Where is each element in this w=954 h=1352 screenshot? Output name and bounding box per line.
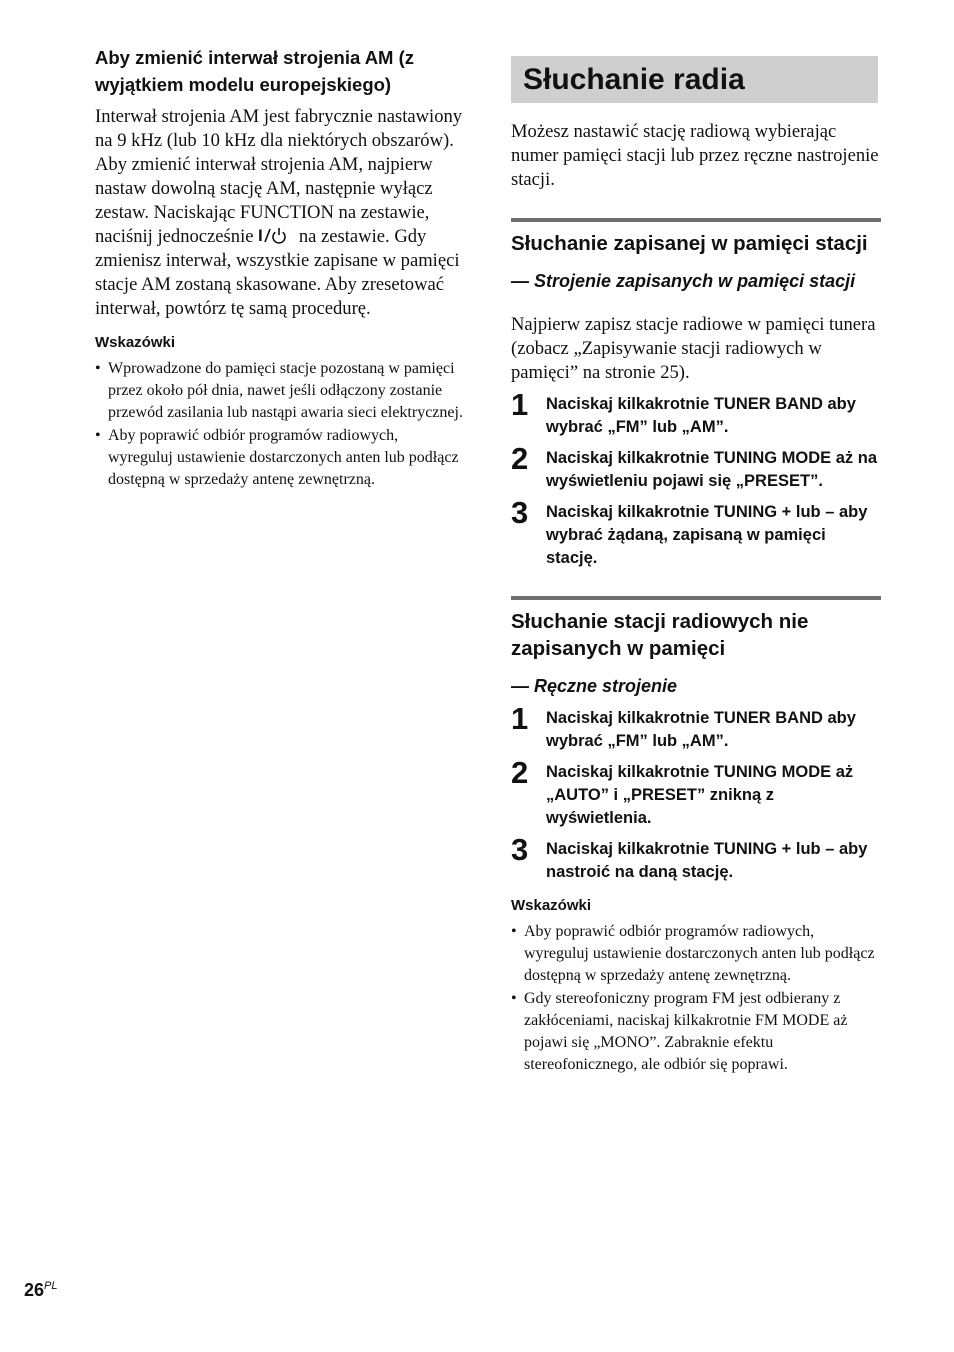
step-number: 2 [511, 441, 529, 476]
page-number-value: 26 [24, 1280, 45, 1300]
section-manual-tuning [511, 596, 881, 1076]
step-item [511, 441, 881, 493]
am-interval-heading: Aby zmienić interwał strojenia AM (z wyjątkiem modelu europejskiego) [95, 47, 415, 95]
step-item [511, 387, 881, 439]
step-text: Naciskaj kilkakrotnie TUNER BAND aby wybrać „FM” lub „AM”. [546, 709, 856, 750]
step-number: 1 [511, 701, 529, 736]
tip-item: • Aby poprawić odbiór programów radiowych, wyreguluj ustawienie dostarczonych anten lub podłącz dostępną w sprzedaży antenę zewnętrzną. [511, 921, 881, 987]
page-number [24, 1280, 58, 1301]
step-item [511, 832, 881, 884]
section-preset-body: Najpierw zapisz stacje radiowe w pamięci tunera (zobacz „Zapisywanie stacji radiowych w pamięci” na stronie 25). [511, 314, 876, 383]
tips-title-right: Wskazówki [511, 897, 592, 914]
step-text: Naciskaj kilkakrotnie TUNING MODE aż „AUTO” i „PRESET” znikną z wyświetlenia. [546, 763, 854, 827]
step-item [511, 755, 881, 830]
svg-text:I: I [258, 226, 263, 244]
am-interval-text-1: Interwał strojenia AM jest fabrycznie nastawiony na 9 kHz (lub 10 kHz dla niektórych obszarów). Aby zmienić interwał strojenia AM, najpierw nastaw dowolną stację AM, następnie wyłącz zestaw. Naciskając FUNCTION na zestawie, naciśnij jednocześnie [95, 106, 463, 247]
tip-item: • Gdy stereofoniczny program FM jest odbierany z zakłóceniami, naciskaj kilkakrotnie FM MODE aż pojawi się „MONO”. Zabraknie efektu stereofonicznego, ale odbiór się poprawi. [511, 988, 881, 1076]
tip-item: • Wprowadzone do pamięci stacje pozostaną w pamięci przez około pół dnia, nawet jeśli odłączony zostanie przewód zasilania lub nastąpi awaria sieci elektrycznej. [95, 358, 467, 424]
step-number: 3 [511, 832, 529, 867]
tips-list-right [511, 921, 881, 1076]
step-text: Naciskaj kilkakrotnie TUNER BAND aby wybrać „FM” lub „AM”. [546, 395, 856, 436]
step-number: 1 [511, 387, 529, 422]
section-manual-subtitle: — Ręczne strojenie [511, 676, 678, 696]
am-interval-text-2: na zestawie. Gdy zmienisz interwał, wszystkie zapisane w pamięci stacje AM zostaną skasowane. Aby zresetować interwał, powtórz tę samą procedurę. [95, 226, 460, 319]
left-column [95, 44, 467, 492]
tips-list-left [95, 358, 467, 491]
step-text: Naciskaj kilkakrotnie TUNING + lub – aby nastroić na daną stację. [546, 840, 868, 881]
section-preset-stations [511, 218, 881, 570]
section-manual-title: Słuchanie stacji radiowych nie zapisanych w pamięci [511, 610, 809, 660]
page-number-suffix: PL [44, 1280, 58, 1292]
right-column [511, 56, 881, 1077]
am-interval-paragraph [95, 105, 467, 321]
step-item [511, 495, 881, 570]
step-text: Naciskaj kilkakrotnie TUNING + lub – aby wybrać żądaną, zapisaną w pamięci stację. [546, 503, 868, 567]
intro-paragraph: Możesz nastawić stację radiową wybierając numer pamięci stacji lub przez ręczne nastrojenie stacji. [511, 121, 879, 190]
tip-item: • Aby poprawić odbiór programów radiowych, wyreguluj ustawienie dostarczonych anten lub podłącz dostępną w sprzedaży antenę zewnętrzną. [95, 425, 467, 491]
step-number: 2 [511, 755, 529, 790]
section-preset-title: Słuchanie zapisanej w pamięci stacji [511, 232, 868, 255]
step-number: 3 [511, 495, 529, 530]
power-icon [258, 226, 294, 244]
page-title: Słuchanie radia [511, 56, 878, 103]
section-preset-subtitle: — Strojenie zapisanych w pamięci stacji [511, 271, 856, 291]
step-text: Naciskaj kilkakrotnie TUNING MODE aż na wyświetleniu pojawi się „PRESET”. [546, 449, 878, 490]
step-item [511, 701, 881, 753]
tips-title-left: Wskazówki [95, 334, 176, 351]
